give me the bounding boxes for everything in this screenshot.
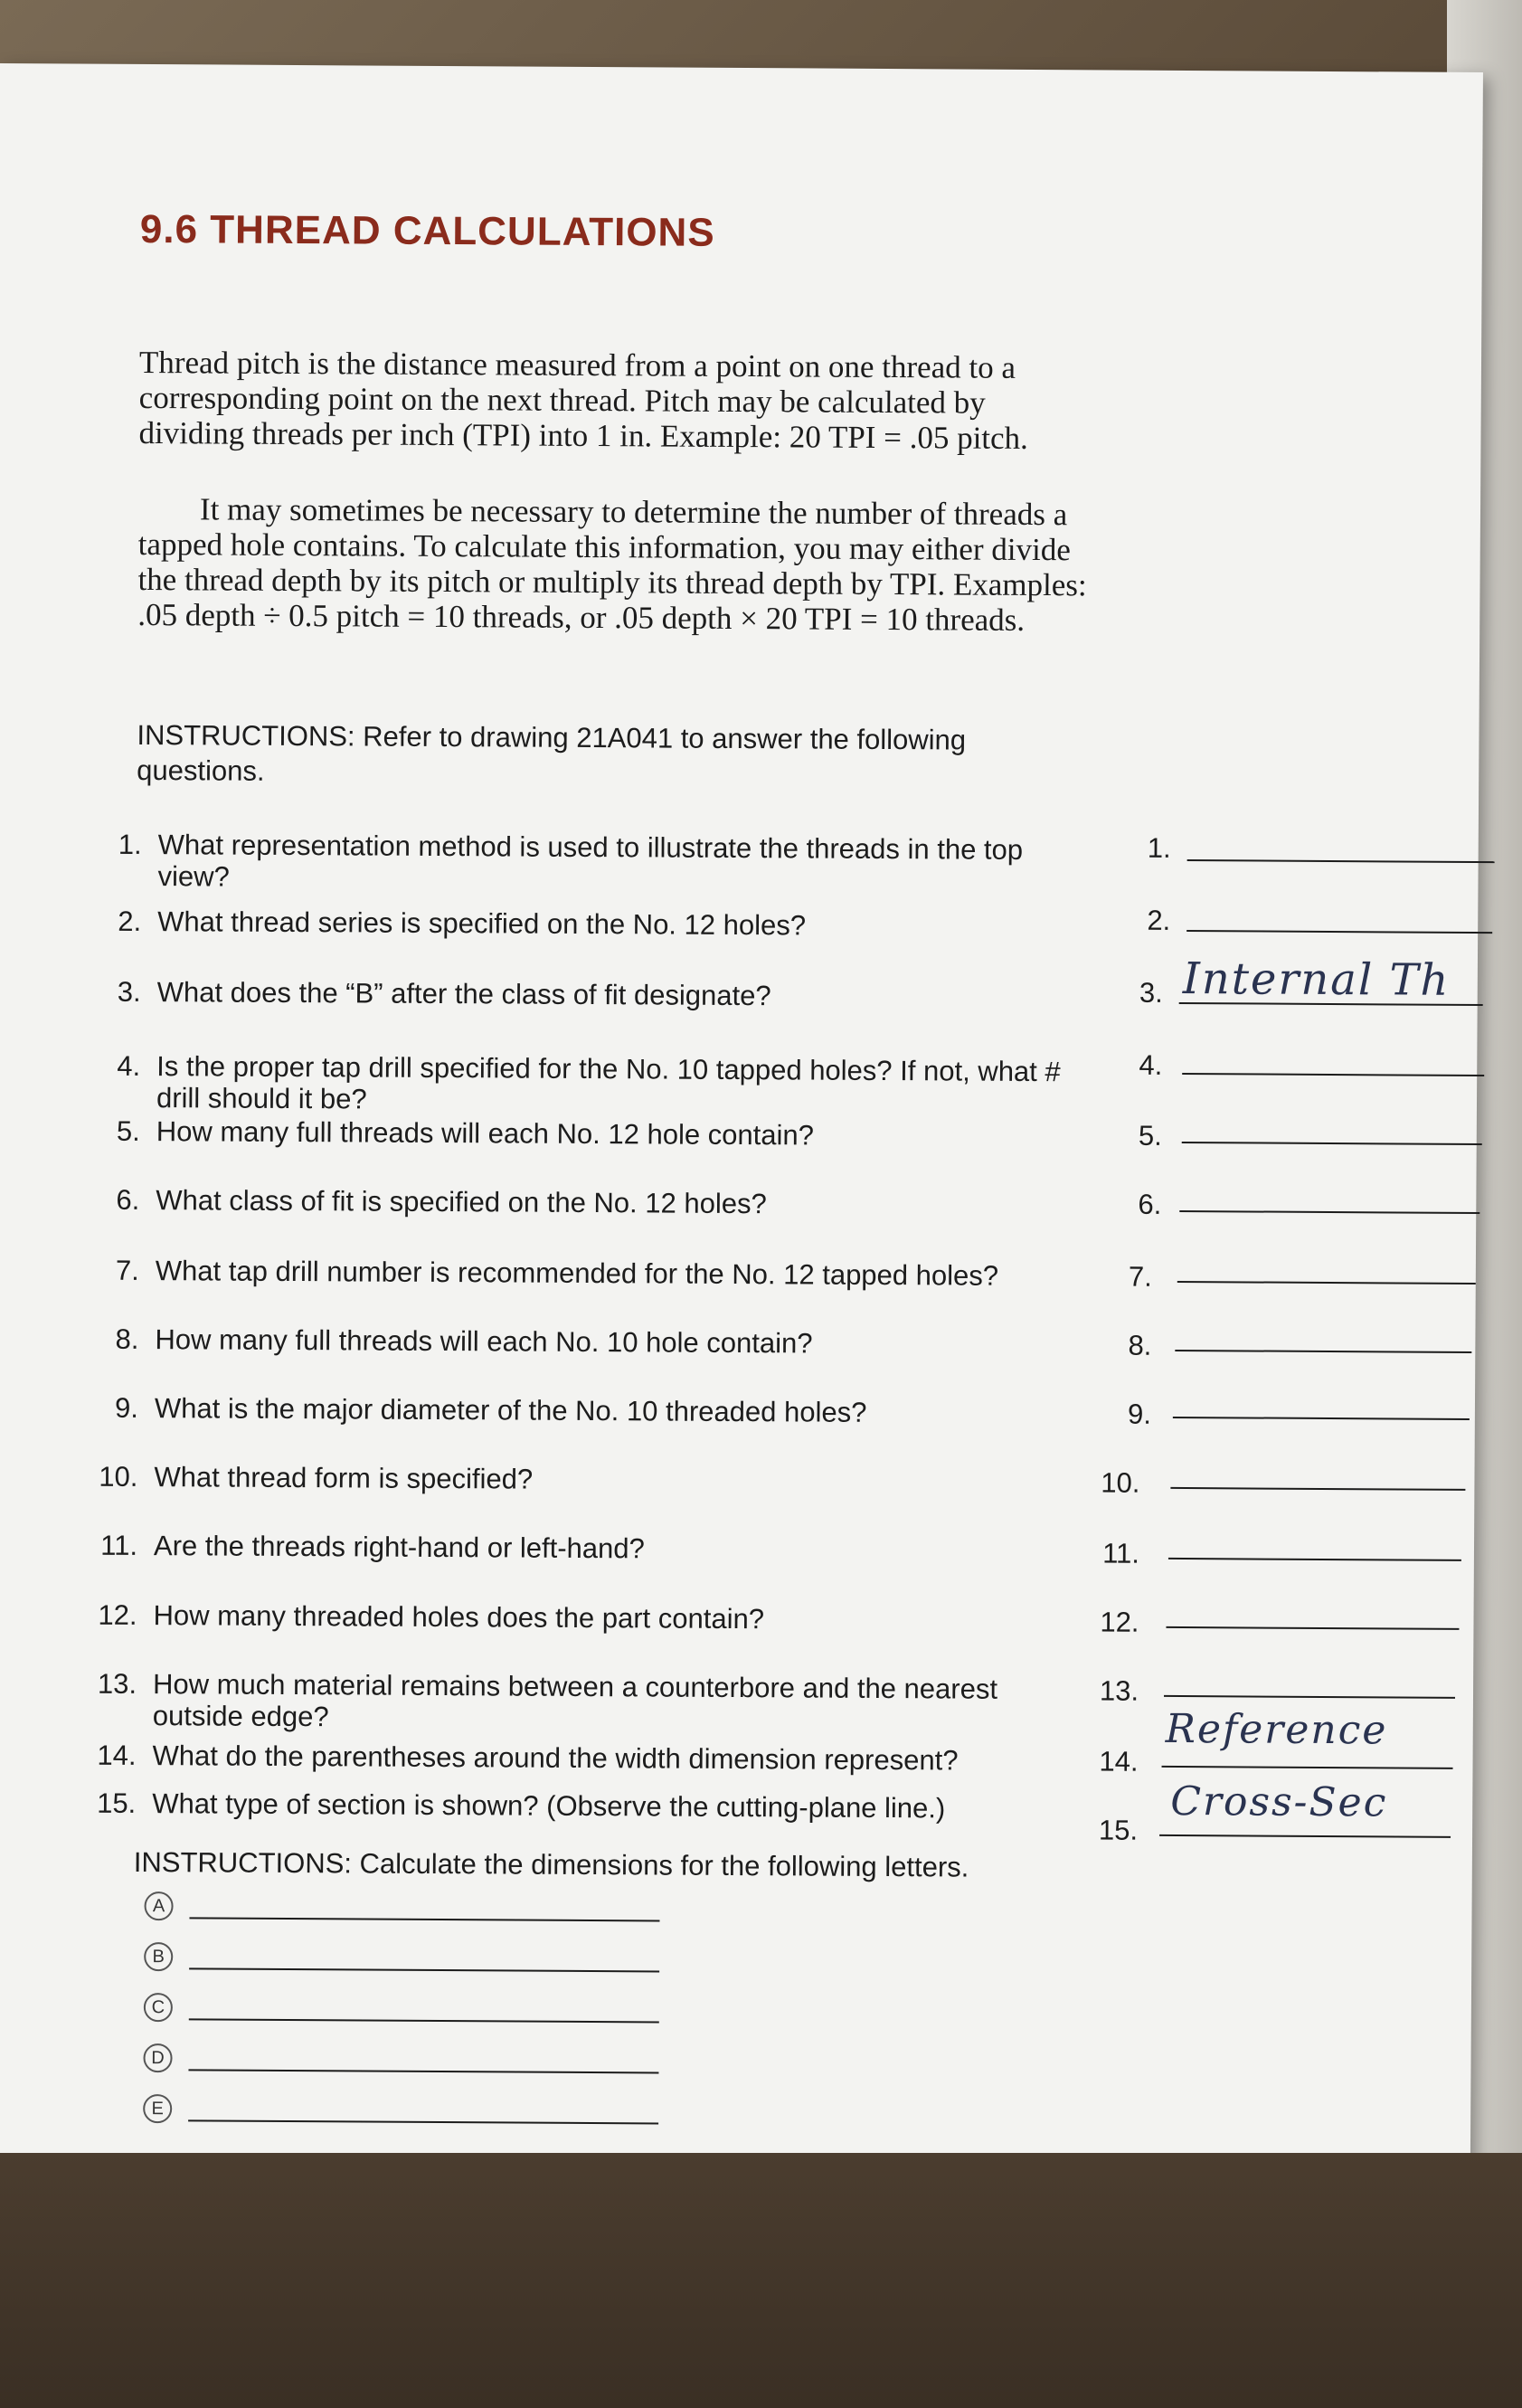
- answer-blank-12[interactable]: [1166, 1626, 1459, 1630]
- answer-label-13: 13.: [1099, 1674, 1139, 1707]
- question-text: How much material remains between a counterbore and the nearest outside edge?: [152, 1668, 998, 1733]
- answer-label-4: 4.: [1139, 1048, 1163, 1081]
- answer-blank-2[interactable]: [1186, 930, 1492, 934]
- answer-label-6: 6.: [1138, 1188, 1162, 1220]
- question-text: What thread form is specified?: [154, 1461, 534, 1495]
- question-number: 8.: [115, 1323, 139, 1355]
- question-text: How many threaded holes does the part contain?: [153, 1599, 765, 1635]
- question-number: 9.: [114, 1391, 139, 1424]
- answer-label-7: 7.: [1128, 1260, 1152, 1293]
- question-number: 13.: [97, 1667, 137, 1700]
- question-text: Is the proper tap drill specified for the No. 10 tapped holes? If not, what # drill should it be?: [156, 1050, 1061, 1115]
- answer-label-9: 9.: [1127, 1398, 1152, 1430]
- intro-paragraph-2: It may sometimes be necessary to determine the number of threads a tapped hole contains. To calculate this information, you may either divide the thread depth by its pitch or multiply its thread depth by TPI. Examples: .05 depth ÷ 0.5 pitch = 10 threads, or .05 depth × 20 TPI = 10 threads.: [137, 491, 1087, 638]
- letter-b-marker: B: [144, 1942, 173, 1971]
- question-number: 11.: [100, 1529, 138, 1561]
- answer-blank-9[interactable]: [1173, 1417, 1470, 1420]
- question-text: Are the threads right-hand or left-hand?: [153, 1530, 645, 1565]
- question-text: How many full threads will each No. 12 hole contain?: [156, 1115, 815, 1152]
- answer-blank-4[interactable]: [1182, 1073, 1484, 1076]
- answer-label-10: 10.: [1101, 1466, 1140, 1499]
- question-number: 4.: [117, 1049, 141, 1082]
- question-number: 3.: [117, 975, 141, 1008]
- answer-blank-10[interactable]: [1170, 1487, 1465, 1491]
- answer-label-5: 5.: [1138, 1119, 1162, 1152]
- question-text: What does the “B” after the class of fit designate?: [156, 976, 771, 1012]
- question-number: 1.: [118, 828, 142, 860]
- instructions-lead: INSTRUCTIONS:: [133, 1845, 353, 1880]
- answer-blank-8[interactable]: [1175, 1350, 1471, 1353]
- answer-label-3: 3.: [1139, 976, 1163, 1009]
- answer-blank-15[interactable]: [1159, 1834, 1451, 1838]
- question-text: What class of fit is specified on the No. 12 holes?: [156, 1184, 767, 1220]
- question-number: 10.: [99, 1460, 138, 1493]
- letter-a-marker: A: [144, 1891, 173, 1920]
- answer-label-12: 12.: [1100, 1606, 1139, 1638]
- question-number: 6.: [116, 1183, 140, 1216]
- question-number: 5.: [116, 1114, 140, 1147]
- letter-d-blank[interactable]: [188, 2069, 658, 2073]
- letter-c-marker: C: [144, 1993, 173, 2022]
- answer-blank-6[interactable]: [1179, 1210, 1479, 1214]
- answer-blank-11[interactable]: [1168, 1558, 1461, 1561]
- answer-blank-13[interactable]: [1164, 1695, 1455, 1699]
- instructions-block-2: [134, 1844, 1038, 1885]
- answer-label-14: 14.: [1099, 1745, 1139, 1778]
- instructions-block-1: [137, 717, 1086, 793]
- instructions-text: Calculate the dimensions for the following letters.: [359, 1847, 969, 1883]
- answer-label-8: 8.: [1128, 1329, 1152, 1361]
- question-number: 2.: [118, 905, 142, 937]
- answer-label-11: 11.: [1102, 1537, 1140, 1569]
- worksheet-page: [0, 63, 1483, 2180]
- handwritten-answer-15: Cross-Sec: [1170, 1778, 1388, 1826]
- instructions-lead: INSTRUCTIONS:: [137, 718, 355, 753]
- question-number: 12.: [98, 1598, 137, 1631]
- answer-label-15: 15.: [1098, 1814, 1139, 1846]
- instructions-text: Refer to drawing 21A041 to answer the following questions.: [137, 720, 967, 787]
- letter-a-blank[interactable]: [189, 1917, 659, 1921]
- intro-paragraph-1: Thread pitch is the distance measured from a point on one thread to a corresponding point on the next thread. Pitch may be calculated by dividing threads per inch (TPI) into 1 in. Example: 20 TPI = .05 pitch.: [138, 344, 1028, 456]
- handwritten-answer-3: Internal Th: [1182, 953, 1451, 1006]
- question-number: 15.: [97, 1787, 137, 1819]
- answer-blank-1[interactable]: [1187, 859, 1495, 863]
- question-text: What representation method is used to illustrate the threads in the top view?: [157, 829, 1024, 893]
- question-text: How many full threads will each No. 10 hole contain?: [155, 1323, 813, 1360]
- letter-c-blank[interactable]: [189, 2018, 659, 2023]
- question-number: 14.: [97, 1739, 137, 1771]
- letter-e-marker: E: [143, 2094, 172, 2123]
- question-text: What tap drill number is recommended for the No. 12 tapped holes?: [155, 1255, 999, 1292]
- handwritten-answer-14: Reference: [1165, 1705, 1388, 1754]
- answer-label-1: 1.: [1147, 831, 1171, 864]
- section-title: 9.6 THREAD CALCULATIONS: [139, 206, 715, 255]
- letter-d-marker: D: [143, 2043, 172, 2072]
- question-text: What do the parentheses around the width dimension represent?: [152, 1740, 959, 1777]
- question-text: What is the major diameter of the No. 10 threaded holes?: [154, 1392, 867, 1428]
- answer-label-2: 2.: [1147, 904, 1171, 936]
- answer-blank-14[interactable]: [1162, 1766, 1453, 1769]
- question-text: What thread series is specified on the No. 12 holes?: [157, 905, 807, 942]
- letter-e-blank[interactable]: [188, 2119, 658, 2124]
- background-below-page: [0, 2153, 1522, 2408]
- question-text: What type of section is shown? (Observe the cutting-plane line.): [152, 1787, 946, 1825]
- question-number: 7.: [115, 1254, 139, 1286]
- letter-b-blank[interactable]: [189, 1967, 659, 1972]
- answer-blank-7[interactable]: [1177, 1281, 1476, 1285]
- answer-blank-5[interactable]: [1182, 1142, 1482, 1145]
